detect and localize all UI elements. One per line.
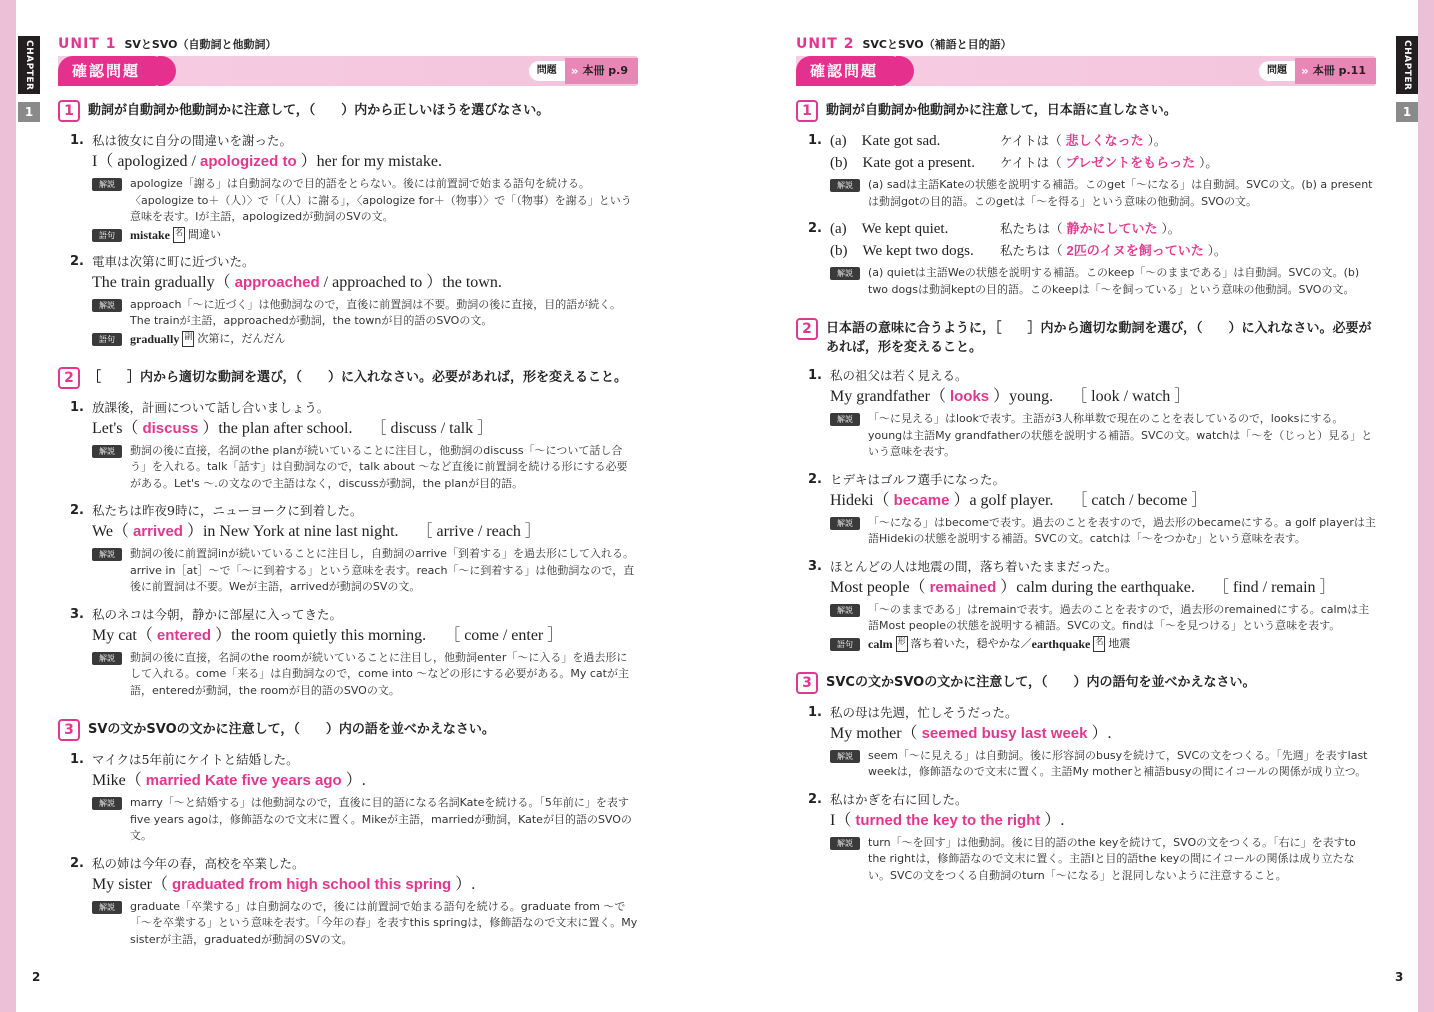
translation-a	[1000, 218, 1180, 240]
answer: 悲しくなった	[1065, 133, 1144, 148]
chapter-label: CHAPTER	[1396, 36, 1418, 94]
sentence-end: ）.	[341, 772, 366, 789]
sentence-start: Most people（	[830, 578, 930, 596]
word-options: ［ catch / become ］	[1071, 491, 1208, 509]
word-options: ［ come / enter ］	[444, 626, 564, 644]
answer: graduated from high school this spring	[172, 875, 452, 893]
item	[70, 853, 638, 949]
explanation-text: turn「～を回す」は他動詞。後に目的語のthe keyを続けて，SVOの文をつくる。「右に」を表すto the rightは，修飾語なので文末に置く。主語Iと目的語the keyの間にイコールの関係は成り立たない。SVCの文をつくる自動詞のturn「～になる」と混同しないように注意すること。	[868, 835, 1356, 882]
word-options: ［ discuss / talk ］	[370, 419, 494, 437]
question-2	[796, 318, 1376, 357]
english-sentence	[830, 810, 1376, 832]
unit-title: SVCとSVO（補語と目的語）	[862, 38, 1012, 51]
sentence-end: ）calm during the earthquake.	[996, 578, 1195, 596]
vocab-meaning: 地震	[1108, 636, 1131, 650]
part-of-speech: 名	[1093, 636, 1105, 652]
item-number: 2.	[70, 503, 84, 518]
explanation-text: 「～になる」はbecomeで表す。過去のことを表すので，過去形のbecameにする。a golf playerは主語Hidekiの状態を説明する補語。SVCの文。catchは「～をつかむ」という意味を表す。	[868, 515, 1376, 545]
double-chevron-icon: »	[1301, 64, 1309, 78]
chapter-tab-right	[1396, 36, 1418, 122]
page-reference	[1259, 58, 1376, 84]
japanese-sentence: ほとんどの人は地震の間，落ち着いたままだった。	[830, 558, 1118, 574]
question-number: 2	[796, 318, 818, 340]
english-sentence	[92, 874, 638, 896]
explanation	[830, 411, 1376, 461]
sentence-a: (a) We kept quiet.	[830, 221, 949, 237]
explanation-text: graduate「卒業する」は自動詞なので，後には前置詞で始まる語句を続ける。graduate from ～で「～を卒業する」という意味を表す。「今年の春」を表すthis springは，修飾語なので文末に置く。My sisterが主語，graduatedが動詞のSVの文。	[130, 899, 638, 946]
question-text: SVCの文かSVOの文かに注意して，（ ）内の語句を並べかえなさい。	[826, 674, 1256, 690]
sentence-a: (a) Kate got sad.	[830, 133, 941, 149]
vocabulary	[830, 636, 1376, 652]
japanese-sentence: 放課後，計画について話し合いましょう。	[92, 399, 330, 415]
explanation-tag: 解説	[92, 178, 122, 191]
answer: apologized to	[199, 153, 297, 170]
explanation-text: approach「～に近づく」は他動詞なので，直後に前置詞は不要。動詞の後に直接，目的語が続く。The trainが主語，approachedが動詞，the townが目的語のSVOの文。	[130, 297, 622, 327]
japanese-sentence: 私の祖父は若く見える。	[830, 368, 968, 383]
question-1	[796, 100, 1376, 122]
item-number: 2.	[70, 855, 84, 871]
sentence-start: My sister（	[92, 875, 173, 893]
answer: 2匹のイヌを飼っていた	[1066, 243, 1204, 258]
book-reference	[1295, 58, 1376, 84]
question-number: 3	[58, 719, 80, 741]
unit-heading	[58, 34, 638, 54]
answer: プレゼントをもらった	[1065, 155, 1196, 170]
answer: seemed busy last week	[921, 724, 1088, 742]
explanation	[92, 899, 638, 949]
explanation-tag: 解説	[830, 750, 860, 763]
sentence-end: ）.	[1087, 724, 1112, 742]
sentence-start: Let's（	[92, 419, 143, 437]
page-number-right: 3	[1395, 970, 1404, 984]
left-edge-band	[0, 0, 16, 1012]
answer: looks	[949, 388, 990, 405]
explanation-tag: 解説	[92, 901, 122, 914]
question-text: ［ ］内から適切な動詞を選び，（ ）に入れなさい。必要があれば，形を変えること。	[88, 369, 627, 385]
sentence-start: My grandfather（	[830, 388, 950, 405]
sentence-start: The train gradually（	[92, 273, 235, 291]
book-reference	[565, 58, 638, 84]
chapter-tab-left	[18, 36, 40, 122]
translation-b	[1000, 152, 1218, 174]
section-title: 確認問題	[796, 56, 906, 86]
explanation-text: marry「～と結婚する」は他動詞なので，直後に目的語になる名詞Kateを続ける。「5年前に」を表すfive years agoは，修飾語なので文末に置く。Mikeが主語，marriedが動詞，Kateが目的語のSVOの文。	[130, 796, 632, 842]
japanese-sentence: マイクは5年前にケイトと結婚した。	[92, 752, 299, 767]
explanation-text: 「～のままである」はremainで表す。過去のことを表すので，過去形のremainedにする。calmは主語Most peopleの状態を説明する補語。SVCの文。findは「～を見つける」という意味を表す。	[868, 602, 1370, 632]
sentence-end: ）young.	[989, 388, 1054, 405]
chapter-number: 1	[18, 102, 40, 122]
item	[70, 749, 638, 845]
vocab-tag: 語句	[830, 638, 860, 651]
japanese-sentence: 電車は次第に町に近づいた。	[92, 253, 255, 269]
explanation	[830, 265, 1376, 298]
part-of-speech: 副	[182, 331, 194, 347]
vocab-word: gradually	[130, 331, 180, 346]
item-number: 1.	[70, 399, 84, 415]
explanation	[92, 795, 638, 845]
answer: turned the key to the right	[855, 811, 1041, 829]
section-title: 確認問題	[58, 56, 168, 86]
explanation-tag: 解説	[92, 299, 122, 312]
explanation-text: 動詞の後に前置詞inが続いていることに注目し，自動詞のarrive「到着する」を過去形にして入れる。arrive in［at］～で「～に到着する」という意味を表す。reach「～に到着する」は他動詞なので，直後に前置詞は不要。Weが主語，arrivedが動詞のSVの文。	[130, 547, 635, 593]
answer: approached	[234, 273, 320, 291]
sentence-start: We（	[92, 523, 133, 540]
vocab-word: calm	[868, 636, 893, 651]
explanation-tag: 解説	[830, 179, 860, 192]
item-number: 2.	[808, 471, 822, 487]
item	[808, 218, 1376, 298]
sentence-end: ）.	[1040, 811, 1065, 829]
question-text: 動詞が自動詞か他動詞かに注意して，（ ）内から正しいほうを選びなさい。	[88, 103, 550, 118]
explanation-text: 動詞の後に直接，名詞のthe planが続いていることに注目し，他動詞のdiscuss「～について話し合う」を入れる。talk「話す」は自動詞なので，talk about ～など直後に前置詞を続ける形にする必要がある。Let's ～.の文なので主語はなく，discussが動詞，the planが目的語。	[130, 443, 628, 490]
explanation-tag: 解説	[830, 837, 860, 850]
explanation	[92, 297, 638, 330]
item-number: 1.	[808, 704, 822, 720]
answer: became	[893, 491, 950, 509]
english-sentence	[92, 770, 638, 792]
sentence-end: ）in New York at nine last night.	[182, 523, 399, 540]
item-number: 1.	[70, 133, 84, 148]
english-sentence	[830, 577, 1376, 599]
sentence-start: I（	[830, 811, 856, 829]
japanese-sentence: 私のネコは今朝，静かに部屋に入ってきた。	[92, 606, 343, 622]
sentence-b: (b) We kept two dogs.	[830, 243, 974, 259]
sentence-end: / approached to ）the town.	[319, 273, 502, 291]
explanation	[830, 835, 1376, 885]
japanese-sentence: ヒデキはゴルフ選手になった。	[830, 471, 1006, 487]
chapter-label: CHAPTER	[18, 36, 40, 94]
part-of-speech: 名	[173, 227, 185, 243]
item-number: 2.	[70, 253, 84, 269]
item	[808, 556, 1376, 652]
english-sentence	[92, 151, 638, 173]
sentence-start: I（ apologized /	[92, 153, 200, 170]
answer: 静かにしていた	[1066, 221, 1158, 236]
item	[70, 130, 638, 243]
question-3	[58, 719, 638, 741]
item	[70, 251, 638, 347]
explanation	[830, 748, 1376, 781]
explanation-tag: 解説	[830, 267, 860, 280]
explanation	[830, 177, 1376, 210]
translation-start: 私たちは（	[1000, 243, 1067, 258]
translation-b	[1000, 240, 1226, 262]
answer: arrived	[132, 523, 183, 540]
sentence-start: My cat（	[92, 626, 157, 644]
unit-title: SVとSVO（自動詞と他動詞）	[124, 38, 277, 51]
explanation-text: apologize「謝る」は自動詞なので目的語をとらない。後には前置詞で始まる語句を続ける。〈apologize to＋（人）〉で「（人）に謝る」，〈apologize for＋（物事）〉で「（物事）を謝る」という意味を表す。Iが主語，apologizedが動詞のSVの文。	[130, 177, 632, 223]
vocab-word: mistake	[130, 227, 170, 242]
item-number: 2.	[808, 791, 822, 807]
translation-end: ）。	[1195, 155, 1218, 170]
japanese-sentence: 私たちは昨夜9時に，ニューヨークに到着した。	[92, 503, 363, 518]
page-reference	[529, 58, 638, 84]
vocabulary	[92, 331, 638, 347]
explanation	[830, 515, 1376, 548]
explanation	[92, 650, 638, 700]
answer: remained	[929, 578, 997, 596]
translation-end: ）。	[1157, 221, 1181, 236]
question-text: 日本語の意味に合うように，［ ］内から適切な動詞を選び，（ ）に入れなさい。必要があれば，形を変えること。	[826, 321, 1372, 355]
unit-heading	[796, 34, 1376, 54]
item	[70, 397, 638, 493]
explanation-text: 動詞の後に直接，名詞のthe roomが続いていることに注目し，他動詞enter「～に入る」を過去形にして入れる。come「来る」は自動詞なので，come into ～などの形にする必要がある。My catが主語，enteredが動詞，the roomが目的語のSVOの文。	[130, 650, 629, 697]
sentence-end: ）her for my mistake.	[296, 153, 442, 170]
question-1	[58, 100, 638, 122]
explanation-tag: 解説	[830, 413, 860, 426]
english-sentence	[830, 490, 1376, 512]
translation-end: ）。	[1203, 243, 1227, 258]
vocab-meaning: 次第に，だんだん	[197, 331, 286, 345]
sentence-end: ）the plan after school.	[198, 419, 353, 437]
book-page: 本冊 p.9	[582, 64, 628, 77]
book-page: 本冊 p.11	[1312, 64, 1366, 77]
vocabulary	[92, 227, 638, 243]
explanation-text: 「～に見える」はlookで表す。主語が3人称単数で現在のことを表しているので，looksにする。youngは主語My grandfatherの状態を説明する補語。SVCの文。watchは「～を（じっと）見る」という意味を表す。	[868, 412, 1373, 458]
sentence-b: (b) Kate got a present.	[830, 155, 975, 171]
item	[808, 789, 1376, 885]
explanation	[92, 176, 638, 226]
item-number: 3.	[70, 606, 84, 622]
translation-a	[1000, 130, 1166, 152]
explanation-tag: 解説	[92, 652, 122, 665]
english-sentence	[92, 521, 638, 543]
word-options: ［ find / remain ］	[1212, 578, 1336, 596]
explanation-tag: 解説	[92, 548, 122, 561]
item-number: 2.	[808, 221, 822, 236]
item	[808, 130, 1376, 210]
question-number: 2	[58, 367, 80, 389]
word-options: ［ arrive / reach ］	[416, 523, 541, 540]
explanation-text: (a) quietは主語Weの状態を説明する補語。このkeep「～のままである」は自動詞。SVCの文。(b) two dogsは動詞keptの目的語。このkeepは「～を飼っている」という意味の他動詞。SVOの文。	[868, 266, 1360, 296]
section-header	[58, 56, 638, 86]
translation-start: 私たちは（	[1000, 221, 1067, 236]
explanation	[92, 443, 638, 493]
explanation	[92, 546, 638, 596]
unit-keyword: UNIT 2	[796, 36, 855, 52]
item	[808, 365, 1376, 461]
question-number: 1	[796, 100, 818, 122]
english-sentence	[830, 386, 1376, 408]
japanese-sentence: 私は彼女に自分の間違いを謝った。	[92, 133, 293, 148]
vocab-word: earthquake	[1031, 636, 1091, 651]
item	[808, 702, 1376, 781]
vocab-meaning: 間違い	[188, 227, 221, 241]
vocab-meaning: 落ち着いた，穏やかな／	[910, 636, 1032, 650]
sentence-end: ）.	[451, 875, 476, 893]
part-of-speech: 形	[896, 636, 908, 652]
explanation-text: seem「～に見える」は自動詞。後に形容詞のbusyを続けて，SVCの文をつくる。「先週」を表すlast weekは，修飾語なので文末に置く。主語My motherと補語busyの間にイコールの関係が成り立つ。	[868, 748, 1368, 778]
right-page	[796, 34, 1376, 884]
question-text: 動詞が自動詞か他動詞かに注意して，日本語に直しなさい。	[826, 103, 1177, 118]
unit-keyword: UNIT 1	[58, 36, 117, 52]
question-number: 1	[58, 100, 80, 122]
mondai-label: 問題	[529, 61, 565, 81]
translation-start: ケイトは（	[1000, 133, 1066, 148]
explanation-tag: 解説	[92, 445, 122, 458]
item-number: 1.	[70, 752, 84, 767]
translation-start: ケイトは（	[1000, 155, 1066, 170]
question-number: 3	[796, 672, 818, 694]
sentence-start: Mike（	[92, 772, 146, 789]
explanation-tag: 解説	[830, 517, 860, 530]
japanese-sentence: 私の母は先週，忙しそうだった。	[830, 704, 1018, 720]
question-3	[796, 672, 1376, 694]
chapter-number: 1	[1396, 102, 1418, 122]
item	[808, 469, 1376, 548]
sentence-start: My mother（	[830, 724, 922, 742]
item-number: 1.	[808, 368, 822, 383]
answer: discuss	[142, 419, 199, 437]
english-sentence	[92, 418, 638, 440]
word-options: ［ look / watch ］	[1071, 388, 1191, 405]
vocab-tag: 語句	[92, 333, 122, 346]
sentence-start: Hideki（	[830, 491, 894, 509]
item-number: 3.	[808, 558, 822, 574]
sentence-end: ）a golf player.	[949, 491, 1054, 509]
vocab-tag: 語句	[92, 229, 122, 242]
mondai-label: 問題	[1259, 61, 1295, 81]
item-number: 1.	[808, 133, 822, 148]
answer: married Kate five years ago	[145, 772, 342, 789]
section-header	[796, 56, 1376, 86]
japanese-sentence: 私はかぎを右に回した。	[830, 791, 968, 807]
english-sentence	[830, 723, 1376, 745]
question-2	[58, 367, 638, 389]
right-edge-band	[1418, 0, 1434, 1012]
double-chevron-icon: »	[570, 64, 579, 78]
left-page	[58, 34, 638, 948]
explanation	[830, 602, 1376, 635]
japanese-sentence: 私の姉は今年の春，高校を卒業した。	[92, 855, 305, 871]
explanation-tag: 解説	[92, 797, 122, 810]
answer: entered	[156, 626, 212, 644]
translation-end: ）。	[1143, 133, 1167, 148]
page-number-left: 2	[32, 970, 41, 984]
item	[70, 500, 638, 596]
explanation-tag: 解説	[830, 604, 860, 617]
item	[70, 604, 638, 700]
english-sentence	[92, 272, 638, 294]
sentence-end: ）the room quietly this morning.	[211, 626, 427, 644]
explanation-text: (a) sadは主語Kateの状態を説明する補語。このget「～になる」は自動詞。SVCの文。(b) a presentは動詞gotの目的語。このgetは「～を得る」という意味の他動詞。SVOの文。	[868, 178, 1373, 208]
question-text: SVの文かSVOの文かに注意して，（ ）内の語を並べかえなさい。	[88, 722, 495, 737]
english-sentence	[92, 625, 638, 647]
